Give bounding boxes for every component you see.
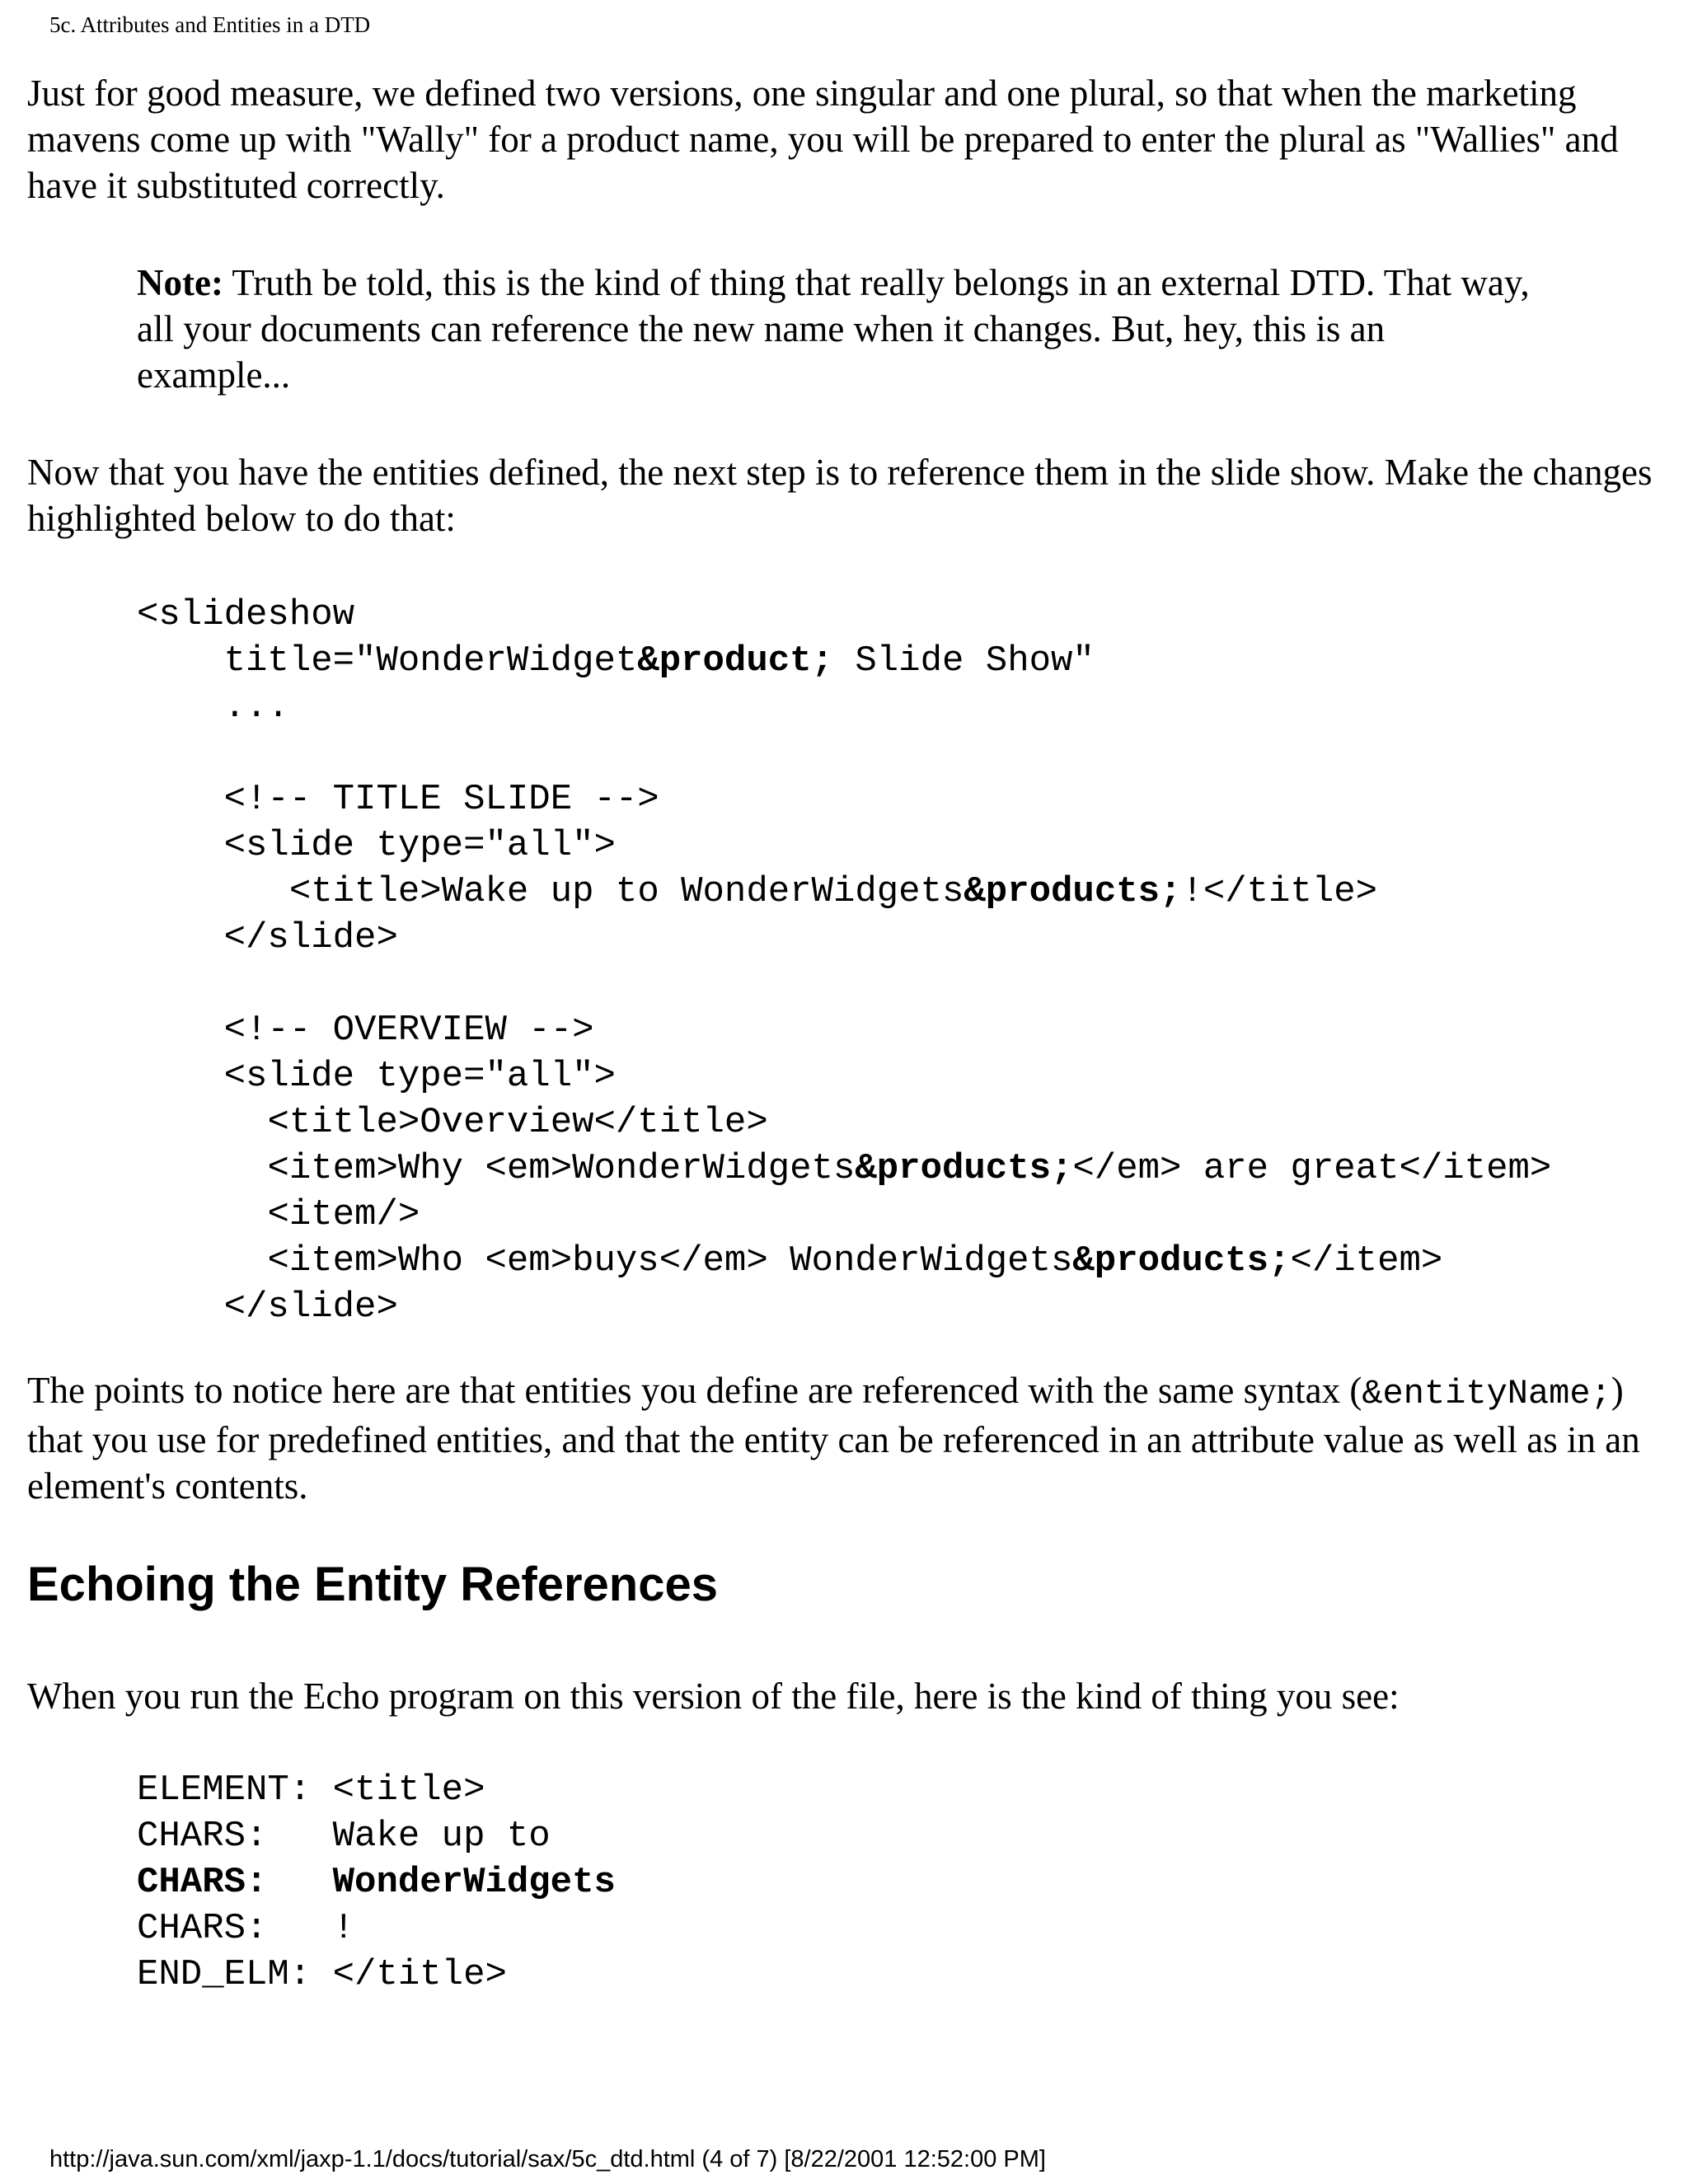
code-segment: <slideshow — [137, 594, 355, 635]
note-paragraph — [137, 260, 1538, 398]
code-segment: END_ELM: </title> — [137, 1954, 507, 1995]
code-line — [137, 1284, 1551, 1330]
code-segment: <!-- TITLE SLIDE --> — [223, 779, 659, 820]
code-line — [137, 1952, 616, 1998]
code-segment: </item> — [1290, 1240, 1443, 1282]
code-line — [137, 1192, 1551, 1238]
entity-syntax-code: &entityName; — [1362, 1374, 1611, 1413]
code-line — [137, 684, 1551, 730]
code-line — [137, 1767, 616, 1813]
points-paragraph — [27, 1367, 1667, 1509]
code-segment: ELEMENT: <title> — [137, 1769, 485, 1811]
points-text-after: ) that you use for predefined entities, and that the entity can be referenced in an attribute value as well as in an element's contents. — [27, 1370, 1640, 1507]
code-line — [137, 1053, 1551, 1099]
echo-paragraph: When you run the Echo program on this version of the file, here is the kind of thing you see: — [27, 1675, 1400, 1717]
code-line — [137, 776, 1551, 823]
highlighted-code-segment: &products; — [1072, 1240, 1291, 1282]
code-line — [137, 915, 1551, 961]
points-text-before: The points to notice here are that entities you define are referenced with the same syntax ( — [27, 1370, 1362, 1411]
code-line — [137, 823, 1551, 869]
code-segment: <slide type="all"> — [223, 825, 616, 866]
intro-paragraph: Just for good measure, we defined two versions, one singular and one plural, so that when the marketing mavens come up with "Wally" for a product name, you will be prepared to enter the plural as "Wallies" and have it substituted correctly. — [27, 73, 1619, 206]
code-line — [137, 1007, 1551, 1053]
code-segment: <title>Overview</title> — [267, 1102, 768, 1143]
code-segment: <item>Why <em>WonderWidgets — [267, 1148, 856, 1189]
code-line — [137, 1905, 616, 1952]
code-segment: </em> are great</item> — [1072, 1148, 1552, 1189]
slideshow-code-block — [137, 592, 1551, 1330]
code-segment: <slide type="all"> — [223, 1056, 616, 1097]
code-segment: <item>Who <em>buys</em> WonderWidgets — [267, 1240, 1073, 1282]
code-segment: <!-- OVERVIEW --> — [223, 1010, 594, 1051]
code-line — [137, 638, 1551, 684]
code-segment: !</title> — [1181, 871, 1378, 912]
section-heading: Echoing the Entity References — [27, 1558, 718, 1611]
code-segment: </slide> — [223, 1286, 398, 1328]
note-label: Note: — [137, 262, 223, 303]
highlighted-code-segment: &products; — [855, 1148, 1073, 1189]
reference-paragraph: Now that you have the entities defined, the next step is to reference them in the slide show. Make the changes highlighted below to do that: — [27, 452, 1653, 539]
code-segment: title="WonderWidget — [223, 640, 638, 682]
echo-output-code-block — [137, 1767, 616, 1998]
code-line — [137, 592, 1551, 638]
code-line — [137, 730, 1551, 776]
code-line — [137, 1238, 1551, 1284]
code-segment: <item/> — [267, 1194, 420, 1235]
page-footer-url: http://java.sun.com/xml/jaxp-1.1/docs/tutorial/sax/5c_dtd.html (4 of 7) [8/22/2001 12:52:00 PM] — [49, 2146, 1046, 2172]
code-line — [137, 1146, 1551, 1192]
code-segment: Slide Show" — [832, 640, 1095, 682]
code-line — [137, 1099, 1551, 1146]
code-segment: </slide> — [223, 917, 398, 958]
code-line — [137, 961, 1551, 1007]
code-line — [137, 1859, 616, 1905]
note-text: Truth be told, this is the kind of thing that really belongs in an external DTD. That way, all your documents can reference the new name when it changes. But, hey, this is an example... — [137, 262, 1530, 396]
code-line — [137, 1813, 616, 1859]
highlighted-code-segment: &products; — [964, 871, 1182, 912]
code-segment: CHARS: ! — [137, 1908, 355, 1949]
highlighted-code-segment: CHARS: WonderWidgets — [137, 1862, 616, 1903]
code-line — [137, 869, 1551, 915]
code-segment: ... — [223, 687, 289, 728]
page-header: 5c. Attributes and Entities in a DTD — [49, 12, 371, 37]
code-segment: CHARS: Wake up to — [137, 1816, 551, 1857]
code-segment: <title>Wake up to WonderWidgets — [288, 871, 964, 912]
highlighted-code-segment: &product; — [637, 640, 833, 682]
